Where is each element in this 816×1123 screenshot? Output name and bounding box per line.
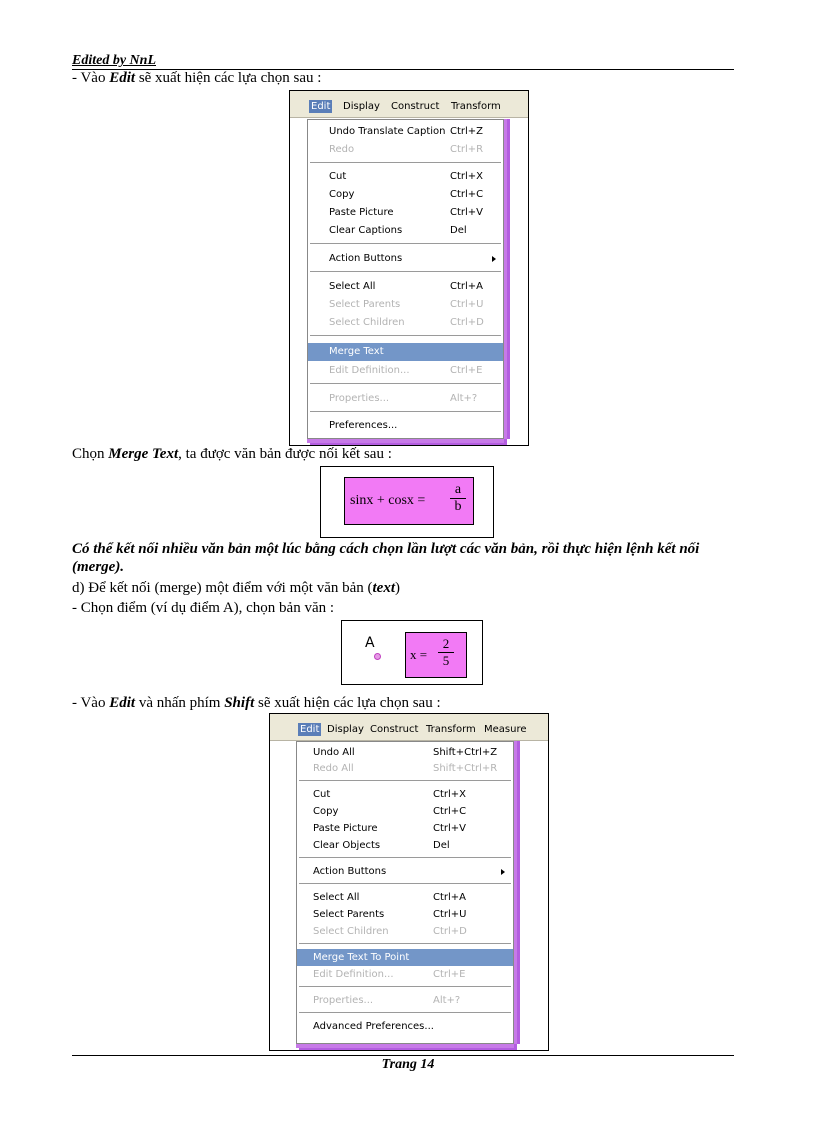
menu-item-shortcut: Ctrl+A [450, 281, 484, 292]
menu-item-paste-picture[interactable] [308, 205, 503, 221]
menu-item-label: Cut [313, 789, 331, 800]
menu-separator [310, 411, 501, 413]
merged-text-frame [320, 466, 494, 538]
menu-item-paste-picture[interactable] [297, 821, 513, 836]
menu-measure[interactable]: Measure [484, 724, 527, 735]
menu-item-shortcut: Ctrl+V [433, 823, 467, 834]
menu-item-redo-all[interactable] [297, 761, 513, 776]
fraction-numerator: a [454, 482, 462, 497]
merge-note-paragraph: Có thể kết nối nhiều văn bản một lúc bằng cách chọn lần lượt các văn bản, rồi thực hiện lệnh kết nối (merge). [72, 541, 700, 575]
menu-item-shortcut: Ctrl+U [450, 299, 484, 310]
menu-item-shortcut: Alt+? [433, 995, 461, 1006]
menu-item-clear-objects[interactable] [297, 838, 513, 853]
menu-bar [270, 714, 548, 741]
edit-dropdown [307, 119, 504, 439]
fraction [450, 482, 466, 515]
menu-display[interactable]: Display [327, 724, 364, 735]
menu-item-shortcut: Ctrl+C [433, 806, 467, 817]
merged-text-box[interactable] [344, 477, 474, 525]
text-run: và nhấn phím [135, 695, 225, 711]
menu-display[interactable]: Display [343, 101, 380, 112]
menu-item-label: Copy [313, 806, 339, 817]
menu-item-label: Clear Objects [313, 840, 381, 851]
edit-menu-screenshot [289, 90, 529, 446]
menu-edit[interactable]: Edit [311, 101, 331, 112]
menu-separator [299, 883, 511, 885]
menu-construct[interactable]: Construct [370, 724, 419, 735]
menu-item-label: Action Buttons [313, 866, 387, 877]
menu-item-shortcut: Shift+Ctrl+Z [433, 747, 498, 758]
point-text-box[interactable] [405, 632, 467, 678]
menu-item-clear-captions[interactable] [308, 223, 503, 239]
menu-item-shortcut: Ctrl+X [450, 171, 484, 182]
menu-item-redo[interactable] [308, 142, 503, 158]
footer-rule [72, 1055, 734, 1056]
submenu-arrow-icon [492, 256, 496, 262]
menu-item-select-all[interactable] [308, 279, 503, 295]
text-run: , ta được văn bản được nối kết sau : [178, 446, 392, 462]
menu-bar [290, 91, 528, 118]
menu-item-label: Edit Definition... [329, 365, 410, 376]
fraction-denominator: b [454, 499, 462, 514]
point-text-frame [341, 620, 483, 685]
menu-item-copy[interactable] [297, 804, 513, 819]
menu-item-label: Clear Captions [329, 225, 403, 236]
point-label: A [365, 635, 375, 651]
menu-item-action-buttons[interactable] [297, 864, 513, 879]
menu-item-label: Advanced Preferences... [313, 1021, 434, 1032]
merge-text-line [72, 446, 392, 463]
menu-item-label: Paste Picture [329, 207, 394, 218]
menu-separator [310, 271, 501, 273]
menu-separator [299, 1012, 511, 1014]
menu-item-select-children[interactable] [297, 924, 513, 939]
menu-item-select-children[interactable] [308, 315, 503, 331]
menu-item-select-all[interactable] [297, 890, 513, 905]
text-run: sẽ xuất hiện các lựa chọn sau : [135, 70, 322, 86]
menu-item-label: Preferences... [329, 420, 398, 431]
menu-separator [310, 162, 501, 164]
text-run: - Vào [72, 695, 110, 711]
menu-separator [299, 780, 511, 782]
menu-item-shortcut: Ctrl+C [450, 189, 484, 200]
menu-item-label: Undo Translate Caption [329, 126, 446, 137]
menu-item-label: Copy [329, 189, 355, 200]
bold-text-run: Merge Text [108, 446, 179, 462]
menu-item-label: Select Parents [329, 299, 401, 310]
fraction [438, 636, 454, 669]
menu-separator [299, 986, 511, 988]
bold-text-run: Shift [224, 695, 255, 711]
menu-item-select-parents[interactable] [308, 297, 503, 313]
menu-item-undo-all[interactable] [297, 745, 513, 760]
submenu-arrow-icon [501, 869, 505, 875]
menu-item-properties[interactable] [308, 391, 503, 407]
menu-item-label: Edit Definition... [313, 969, 394, 980]
menu-construct[interactable]: Construct [391, 101, 440, 112]
menu-item-cut[interactable] [297, 787, 513, 802]
shift-edit-menu-screenshot [269, 713, 549, 1051]
menu-item-cut[interactable] [308, 169, 503, 185]
menu-item-label: Paste Picture [313, 823, 378, 834]
menu-item-shortcut: Shift+Ctrl+R [433, 763, 498, 774]
menu-separator [310, 335, 501, 337]
menu-item-shortcut: Ctrl+V [450, 207, 484, 218]
menu-item-advanced-preferences[interactable] [297, 1019, 513, 1034]
menu-item-shortcut: Ctrl+A [433, 892, 467, 903]
menu-edit[interactable]: Edit [300, 724, 320, 735]
fraction-denominator: 5 [442, 653, 450, 668]
fraction-numerator: 2 [442, 636, 450, 651]
edit-dropdown [296, 741, 514, 1044]
menu-item-label: Properties... [329, 393, 390, 404]
menu-item-undo[interactable] [308, 124, 503, 140]
page-number: Trang 14 [381, 1057, 435, 1072]
menu-item-shortcut: Del [450, 225, 467, 236]
menu-item-edit-definition[interactable] [308, 363, 503, 379]
menu-item-shortcut: Ctrl+X [433, 789, 467, 800]
choose-point-line: - Chọn điểm (ví dụ điểm A), chọn bản văn : [72, 600, 335, 616]
menu-item-label: Select All [329, 281, 376, 292]
text-run: ) [395, 580, 400, 596]
menu-item-edit-definition[interactable] [297, 967, 513, 982]
menu-separator [310, 243, 501, 245]
menu-item-shortcut: Del [433, 840, 450, 851]
section-d-line [72, 580, 400, 597]
bold-text-run: Edit [109, 70, 136, 86]
menu-item-label: Select All [313, 892, 360, 903]
menu-item-label: Redo All [313, 763, 354, 774]
menu-item-shortcut: Ctrl+E [433, 969, 466, 980]
menu-item-shortcut: Ctrl+Z [450, 126, 484, 137]
menu-transform[interactable]: Transform [451, 101, 501, 112]
menu-item-label: Cut [329, 171, 347, 182]
menu-separator [299, 943, 511, 945]
menu-item-copy[interactable] [308, 187, 503, 203]
formula-lhs: sinx + cosx = [350, 493, 426, 508]
menu-item-properties[interactable] [297, 993, 513, 1008]
menu-item-merge-text[interactable] [308, 343, 503, 361]
menu-item-action-buttons[interactable] [308, 251, 503, 267]
menu-item-shortcut: Ctrl+U [433, 909, 467, 920]
menu-item-merge-text-to-point[interactable] [297, 949, 513, 966]
menu-item-preferences[interactable] [308, 418, 503, 434]
text-run: sẽ xuất hiện các lựa chọn sau : [254, 695, 441, 711]
menu-item-label: Properties... [313, 995, 374, 1006]
bold-text-run: text [372, 580, 395, 596]
menu-item-shortcut: Alt+? [450, 393, 478, 404]
menu-item-label: Merge Text To Point [313, 952, 410, 963]
menu-item-label: Select Parents [313, 909, 385, 920]
bold-text-run: Edit [109, 695, 136, 711]
menu-item-label: Select Children [329, 317, 405, 328]
menu-item-label: Action Buttons [329, 253, 403, 264]
text-run: Chọn [72, 446, 109, 462]
menu-item-shortcut: Ctrl+R [450, 144, 484, 155]
menu-item-shortcut: Ctrl+D [450, 317, 484, 328]
menu-item-select-parents[interactable] [297, 907, 513, 922]
document-header: Edited by NnL [72, 53, 156, 68]
point-marker-icon[interactable] [374, 653, 381, 660]
shift-edit-line [72, 695, 441, 712]
menu-separator [299, 857, 511, 859]
text-run: - Vào [72, 70, 110, 86]
menu-item-shortcut: Ctrl+D [433, 926, 467, 937]
formula-lhs: x = [410, 647, 428, 662]
menu-separator [310, 383, 501, 385]
menu-transform[interactable]: Transform [426, 724, 476, 735]
text-run: d) Để kết nối (merge) một điểm với một văn bản ( [72, 580, 373, 596]
menu-item-label: Undo All [313, 747, 355, 758]
intro-line-1 [72, 70, 321, 87]
menu-item-shortcut: Ctrl+E [450, 365, 483, 376]
menu-item-label: Merge Text [329, 346, 384, 357]
menu-item-label: Redo [329, 144, 355, 155]
menu-item-label: Select Children [313, 926, 389, 937]
